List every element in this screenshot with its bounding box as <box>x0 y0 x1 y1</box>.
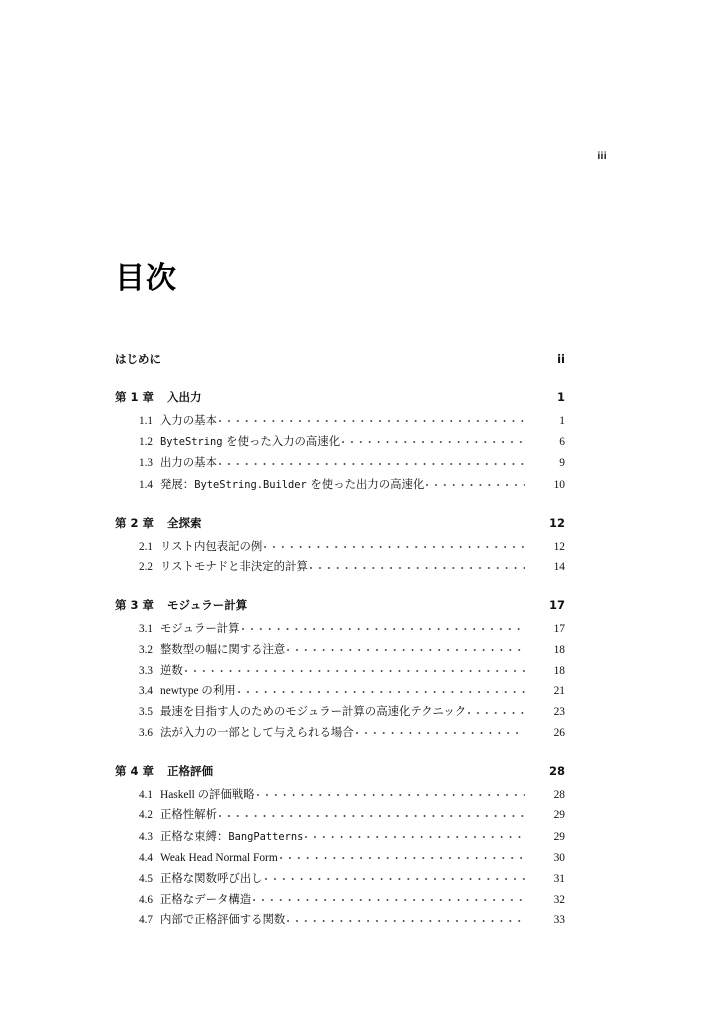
toc-entry-title: newtype の利用 <box>160 685 236 698</box>
dot-leader <box>280 853 525 863</box>
toc-entry-number: 3.3 <box>139 664 153 677</box>
toc-entry-page-number: 17 <box>553 622 565 635</box>
toc-section-row[interactable] <box>115 431 565 453</box>
toc-section-row[interactable] <box>115 411 565 432</box>
toc-section-row[interactable] <box>115 557 565 578</box>
dot-leader <box>468 708 525 718</box>
toc-entry-number: 4.6 <box>139 893 153 906</box>
toc-entry-number: 第 3 章 <box>115 598 155 613</box>
toc-section-row[interactable] <box>115 848 565 869</box>
toc-entry-page-number: 29 <box>553 831 565 844</box>
code-span: ByteString.Builder <box>194 478 307 491</box>
dot-leader <box>287 916 525 926</box>
toc-entry-title: 正格な束縛：BangPatterns <box>160 829 304 844</box>
toc-section-row[interactable] <box>115 702 565 723</box>
toc-section-row[interactable] <box>115 681 565 702</box>
toc-entry-title: 正格なデータ構造 <box>160 893 252 906</box>
toc-entry-title: 内部で正格評価する関数 <box>160 914 286 927</box>
toc-section-row[interactable] <box>115 785 565 806</box>
page-folio: iii <box>597 150 607 162</box>
dot-leader <box>219 416 525 426</box>
toc-entry-page-number: 18 <box>553 643 565 656</box>
dot-leader <box>287 645 525 655</box>
dot-leader <box>215 766 525 776</box>
table-of-contents <box>115 349 565 931</box>
toc-section-row[interactable] <box>115 910 565 931</box>
toc-entry-page-number: 14 <box>553 561 565 574</box>
toc-section-row[interactable] <box>115 537 565 558</box>
toc-section-row[interactable] <box>115 474 565 496</box>
toc-entry-number: 1.3 <box>139 457 153 470</box>
toc-entry-page-number: 28 <box>553 788 565 801</box>
dot-leader <box>163 354 525 364</box>
toc-section-row[interactable] <box>115 723 565 744</box>
toc-entry-page-number: 29 <box>553 809 565 822</box>
toc-entry-page-number: 23 <box>553 706 565 719</box>
toc-entry-number: 3.4 <box>139 685 153 698</box>
toc-entry-title: 出力の基本 <box>160 457 217 470</box>
toc-entry-number: 1.4 <box>139 478 153 491</box>
toc-section-row[interactable] <box>115 805 565 826</box>
toc-entry-page-number: 1 <box>556 389 565 404</box>
dot-leader <box>204 392 526 402</box>
toc-entry-page-number: 10 <box>553 478 565 491</box>
toc-entry-page-number: 30 <box>553 851 565 864</box>
toc-chapter-row[interactable] <box>115 387 565 408</box>
toc-entry-number: 4.3 <box>139 831 153 844</box>
dot-leader <box>310 563 525 573</box>
toc-entry-page-number: 6 <box>559 436 565 449</box>
toc-entry-title: 全探索 <box>167 515 202 530</box>
dot-leader <box>253 895 525 905</box>
toc-entry-number: 1.1 <box>139 414 153 427</box>
dot-leader <box>264 542 525 552</box>
toc-entry-page-number: 26 <box>553 726 565 739</box>
toc-entry-page-number: 12 <box>548 515 565 530</box>
toc-entry-page-number: 31 <box>553 872 565 885</box>
toc-entry-number: 第 4 章 <box>115 763 155 778</box>
toc-entry-number: 1.2 <box>139 436 153 449</box>
toc-entry-title: 入力の基本 <box>160 414 217 427</box>
toc-entry-page-number: 18 <box>553 664 565 677</box>
toc-entry-title: Weak Head Normal Form <box>160 851 278 864</box>
toc-entry-title: 正格な関数呼び出し <box>160 872 263 885</box>
dot-leader <box>219 811 525 821</box>
toc-entry-title: ByteString を使った入力の高速化 <box>160 434 341 449</box>
toc-entry-title: Haskell の評価戦略 <box>160 788 255 801</box>
dot-leader <box>238 687 525 697</box>
toc-entry-number: 2.2 <box>139 561 153 574</box>
dot-leader <box>342 437 525 447</box>
dot-leader <box>257 790 525 800</box>
toc-entry-title: 法が入力の一部として与えられる場合 <box>160 726 354 739</box>
toc-entry-page-number: 28 <box>548 763 565 778</box>
toc-entry-title: 整数型の幅に関する注意 <box>160 643 286 656</box>
dot-leader <box>204 518 526 528</box>
dot-leader <box>305 832 525 842</box>
toc-section-row[interactable] <box>115 890 565 911</box>
toc-entry-title: 入出力 <box>167 389 202 404</box>
toc-frontmatter-row[interactable] <box>115 349 565 370</box>
toc-entry-page-number: 32 <box>553 893 565 906</box>
code-span: BangPatterns <box>228 831 304 844</box>
toc-chapter-row[interactable] <box>115 761 565 782</box>
toc-section-row[interactable] <box>115 826 565 848</box>
toc-entry-number: 第 2 章 <box>115 515 155 530</box>
toc-entry-page-number: 33 <box>553 914 565 927</box>
toc-entry-title: 発展：ByteString.Builder を使った出力の高速化 <box>160 476 425 491</box>
toc-entry-page-number: 21 <box>553 685 565 698</box>
toc-entry-title: リスト内包表記の例 <box>160 540 263 553</box>
toc-section-row[interactable] <box>115 453 565 474</box>
toc-entry-title: 正格性解析 <box>160 809 217 822</box>
toc-chapter-row[interactable] <box>115 513 565 534</box>
toc-entry-number: 第 1 章 <box>115 389 155 404</box>
toc-entry-title: 最速を目指す人のためのモジュラー計算の高速化テクニック <box>160 706 467 719</box>
dot-leader <box>249 601 525 611</box>
toc-entry-number: 4.4 <box>139 851 153 864</box>
toc-entry-title: 正格評価 <box>167 763 213 778</box>
toc-entry-title: モジュラー計算 <box>167 598 248 613</box>
toc-entry-title: 逆数 <box>160 664 183 677</box>
toc-entry-number: 3.1 <box>139 622 153 635</box>
toc-entry-title: はじめに <box>115 352 161 366</box>
dot-leader <box>265 874 525 884</box>
toc-entry-number: 3.6 <box>139 726 153 739</box>
toc-entry-number: 4.2 <box>139 809 153 822</box>
toc-chapter-row[interactable] <box>115 595 565 616</box>
toc-entry-title: リストモナドと非決定的計算 <box>160 561 308 574</box>
toc-entry-number: 4.5 <box>139 872 153 885</box>
toc-entry-page-number: 17 <box>548 598 565 613</box>
toc-entry-page-number: 9 <box>559 457 565 470</box>
dot-leader <box>242 624 525 634</box>
dot-leader <box>426 480 525 490</box>
toc-entry-page-number: 12 <box>553 540 565 553</box>
dot-leader <box>185 666 525 676</box>
toc-section-row[interactable] <box>115 869 565 890</box>
toc-entry-page-number: ii <box>557 352 565 366</box>
toc-section-row[interactable] <box>115 640 565 661</box>
dot-leader <box>356 728 525 738</box>
toc-entry-number: 3.2 <box>139 643 153 656</box>
toc-entry-number: 4.1 <box>139 788 153 801</box>
toc-entry-number: 4.7 <box>139 914 153 927</box>
toc-section-row[interactable] <box>115 661 565 682</box>
code-span: ByteString <box>160 436 223 449</box>
toc-section-row[interactable] <box>115 619 565 640</box>
page-title: 目次 <box>115 261 177 297</box>
dot-leader <box>219 459 525 469</box>
toc-entry-page-number: 1 <box>559 414 565 427</box>
toc-entry-number: 2.1 <box>139 540 153 553</box>
toc-entry-title: モジュラー計算 <box>160 622 240 635</box>
toc-entry-number: 3.5 <box>139 706 153 719</box>
